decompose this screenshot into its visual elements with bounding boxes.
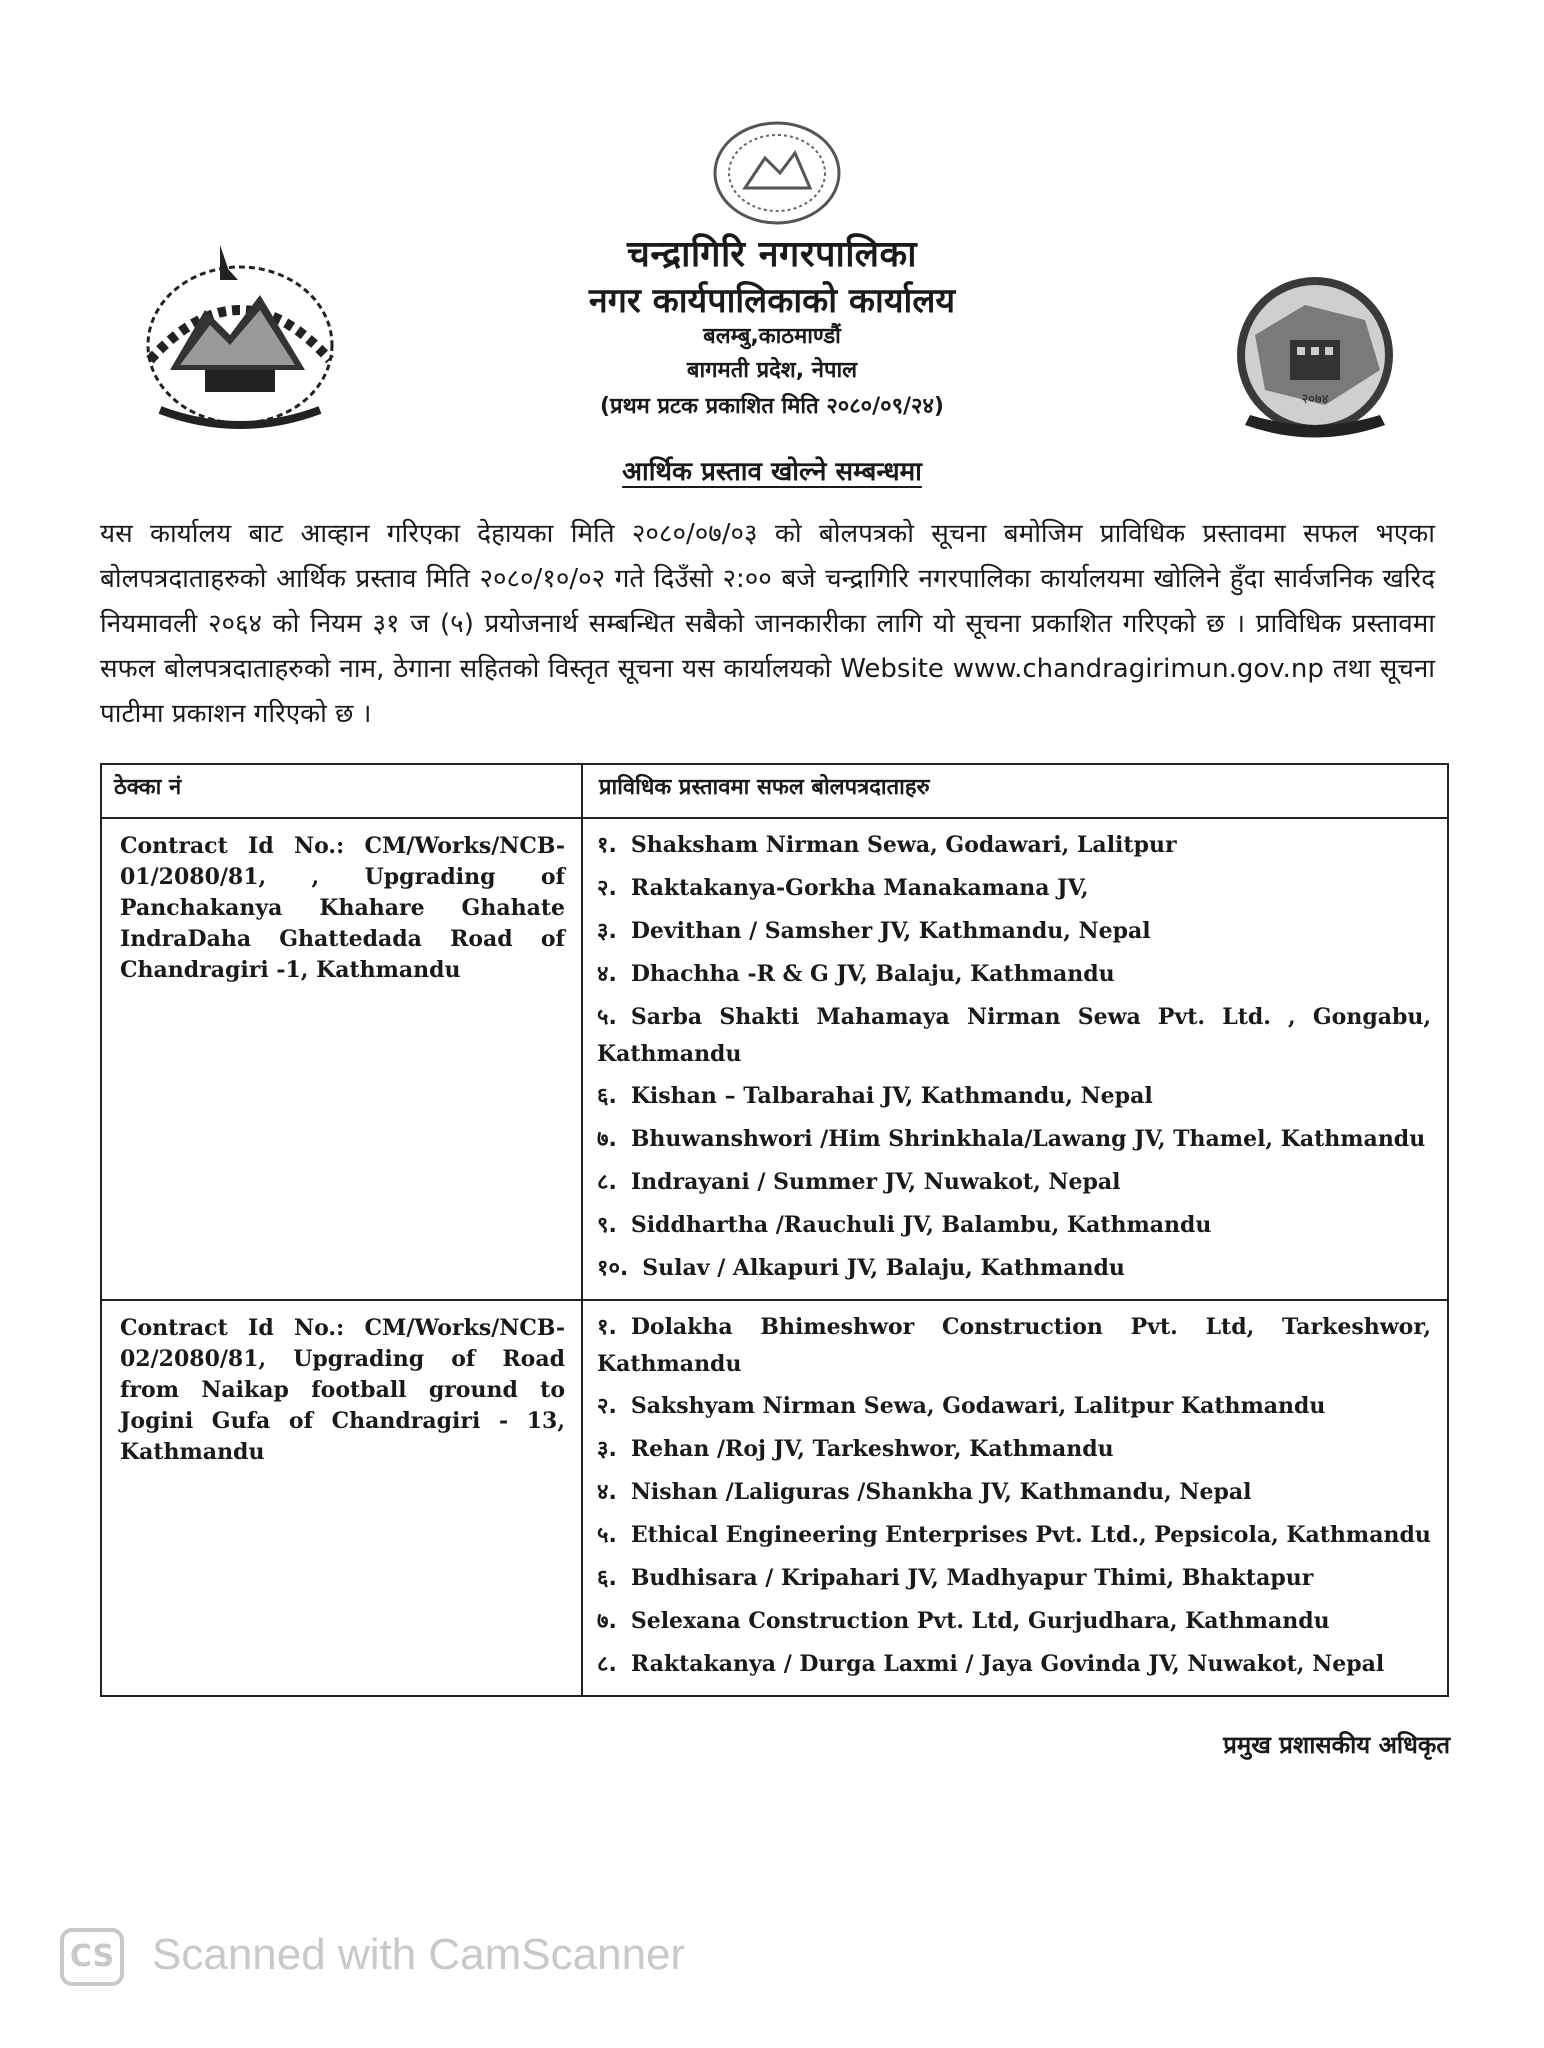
camscanner-watermark bbox=[60, 1928, 880, 1998]
list-item-number: ३. bbox=[597, 919, 617, 944]
list-item-number: २. bbox=[597, 876, 617, 901]
bidder-name: Nishan /Laliguras /Shankha JV, Kathmandu, Nepal bbox=[630, 1479, 1252, 1505]
list-item bbox=[597, 1121, 1431, 1158]
bidder-name: Raktakanya / Durga Laxmi / Jaya Govinda JV, Nuwakot, Nepal bbox=[630, 1651, 1385, 1677]
bidder-name: Indrayani / Summer JV, Nuwakot, Nepal bbox=[630, 1169, 1121, 1195]
column-header-successful-bidders: प्राविधिक प्रस्तावमा सफल बोलपत्रदाताहरु bbox=[582, 764, 1448, 818]
contract-cell: Contract Id No.: CM/Works/NCB-01/2080/81, , Upgrading of Panchakanya Khahare Ghahate IndraDaha Ghattedada Road of Chandragiri -1, Kathmandu bbox=[101, 818, 582, 1300]
signatory-title: प्रमुख प्रशासकीय अधिकृत bbox=[1223, 1731, 1450, 1759]
bidder-name: Kishan – Talbarahai JV, Kathmandu, Nepal bbox=[630, 1083, 1153, 1109]
list-item bbox=[597, 1474, 1431, 1511]
list-item-number: ५. bbox=[597, 1523, 617, 1548]
bidders-list bbox=[597, 1309, 1431, 1683]
notice-subject-text: आर्थिक प्रस्ताव खोल्ने सम्बन्धमा bbox=[622, 457, 922, 487]
bidders-cell bbox=[582, 1300, 1448, 1696]
table-header-row bbox=[101, 764, 1448, 818]
bidder-name: Sarba Shakti Mahamaya Nirman Sewa Pvt. Ltd. , Gongabu, Kathmandu bbox=[597, 1004, 1431, 1067]
bidder-name: Selexana Construction Pvt. Ltd, Gurjudhara, Kathmandu bbox=[630, 1608, 1330, 1634]
organization-name: चन्द्रागिरि नगरपालिका bbox=[626, 234, 918, 275]
list-item bbox=[597, 1250, 1431, 1287]
list-item bbox=[597, 870, 1431, 907]
table-row bbox=[101, 1300, 1448, 1696]
list-item-number: ३. bbox=[597, 1437, 617, 1462]
office-name: नगर कार्यपालिकाको कार्यालय bbox=[588, 281, 956, 321]
list-item bbox=[597, 1431, 1431, 1468]
contract-cell: Contract Id No.: CM/Works/NCB-02/2080/81, Upgrading of Road from Naikap football ground to Jogini Gufa of Chandragiri - 13, Kathmandu bbox=[101, 1300, 582, 1696]
office-seal-stamp-icon bbox=[710, 118, 845, 228]
bidder-name: Raktakanya-Gorkha Manakamana JV, bbox=[630, 875, 1089, 901]
bidders-cell bbox=[582, 818, 1448, 1300]
office-address-line2: बागमती प्रदेश, नेपाल bbox=[686, 358, 858, 383]
bidder-name: Devithan / Samsher JV, Kathmandu, Nepal bbox=[630, 918, 1151, 944]
notice-body-paragraph: यस कार्यालय बाट आव्हान गरिएका देहायका मिति २०८०/०७/०३ को बोलपत्रको सूचना बमोजिम प्राविधिक प्रस्तावमा सफल भएका बोलपत्रदाताहरुको आर्थिक प्रस्ताव मिति २०८०/१०/०२ गते दिउँसो २:०० बजे चन्द्रागिरि नगरपालिका कार्यालयमा खोलिने हुँदा सार्वजनिक खरिद नियमावली २०६४ को नियम ३१ ज (५) प्रयोजनार्थ सम्बन्धित सबैको जानकारीका लागि यो सूचना प्रकाशित गरिएको छ । प्राविधिक प्रस्तावमा सफल बोलपत्रदाताहरुको नाम, ठेगाना सहितको विस्तृत सूचना यस कार्यालयको Website www.chandragirimun.gov.np तथा सूचना पाटीमा प्रकाशन गरिएको छ । bbox=[100, 519, 1435, 729]
watermark-text: Scanned with CamScanner bbox=[152, 1930, 686, 1979]
list-item bbox=[597, 1164, 1431, 1201]
first-published-date: (प्रथम प्रटक प्रकाशित मिति २०८०/०९/२४) bbox=[600, 394, 944, 419]
bidders-list bbox=[597, 827, 1431, 1287]
list-item bbox=[597, 913, 1431, 950]
bidder-name: Shaksham Nirman Sewa, Godawari, Lalitpur bbox=[630, 832, 1177, 858]
municipality-logo-year: २०७४ bbox=[1301, 392, 1329, 407]
column-header-contract-no: ठेक्का नं bbox=[101, 764, 582, 818]
list-item-number: ४. bbox=[597, 962, 617, 987]
list-item bbox=[597, 1207, 1431, 1244]
bidder-name: Dhachha -R & G JV, Balaju, Kathmandu bbox=[630, 961, 1115, 987]
bidder-name: Budhisara / Kripahari JV, Madhyapur Thimi, Bhaktapur bbox=[630, 1565, 1314, 1591]
list-item bbox=[597, 1517, 1431, 1554]
list-item bbox=[597, 1388, 1431, 1425]
list-item bbox=[597, 1078, 1431, 1115]
bidder-name: Sulav / Alkapuri JV, Balaju, Kathmandu bbox=[642, 1255, 1125, 1281]
list-item bbox=[597, 1646, 1431, 1683]
table-row bbox=[101, 818, 1448, 1300]
list-item bbox=[597, 827, 1431, 864]
list-item-number: ८. bbox=[597, 1652, 617, 1677]
list-item bbox=[597, 1560, 1431, 1597]
list-item-number: ८. bbox=[597, 1170, 617, 1195]
bidder-name: Siddhartha /Rauchuli JV, Balambu, Kathmandu bbox=[630, 1212, 1212, 1238]
list-item bbox=[597, 956, 1431, 993]
bidder-name: Rehan /Roj JV, Tarkeshwor, Kathmandu bbox=[630, 1436, 1114, 1462]
list-item-number: १. bbox=[597, 833, 617, 858]
list-item bbox=[597, 999, 1431, 1072]
list-item-number: ६. bbox=[597, 1566, 617, 1591]
camscanner-logo-icon: CS bbox=[60, 1928, 124, 1986]
list-item bbox=[597, 1603, 1431, 1640]
list-item bbox=[597, 1309, 1431, 1382]
bidder-name: Ethical Engineering Enterprises Pvt. Ltd., Pepsicola, Kathmandu bbox=[630, 1522, 1431, 1548]
bidder-name: Sakshyam Nirman Sewa, Godawari, Lalitpur Kathmandu bbox=[630, 1393, 1326, 1419]
list-item-number: ६. bbox=[597, 1084, 617, 1109]
notice-subject bbox=[0, 452, 1544, 488]
list-item-number: ५. bbox=[597, 1005, 617, 1030]
bidder-name: Dolakha Bhimeshwor Construction Pvt. Ltd, Tarkeshwor, Kathmandu bbox=[597, 1314, 1431, 1377]
bidder-name: Bhuwanshwori /Him Shrinkhala/Lawang JV, Thamel, Kathmandu bbox=[630, 1126, 1426, 1152]
office-address-line1: बलम्बु,काठमाण्डौं bbox=[703, 324, 841, 349]
list-item-number: २. bbox=[597, 1394, 617, 1419]
list-item-number: १०. bbox=[597, 1256, 629, 1281]
list-item-number: १. bbox=[597, 1315, 617, 1340]
list-item-number: ७. bbox=[597, 1609, 617, 1634]
tender-table bbox=[100, 763, 1449, 1697]
list-item-number: ७. bbox=[597, 1127, 617, 1152]
list-item-number: ९. bbox=[597, 1213, 617, 1238]
list-item-number: ४. bbox=[597, 1480, 617, 1505]
